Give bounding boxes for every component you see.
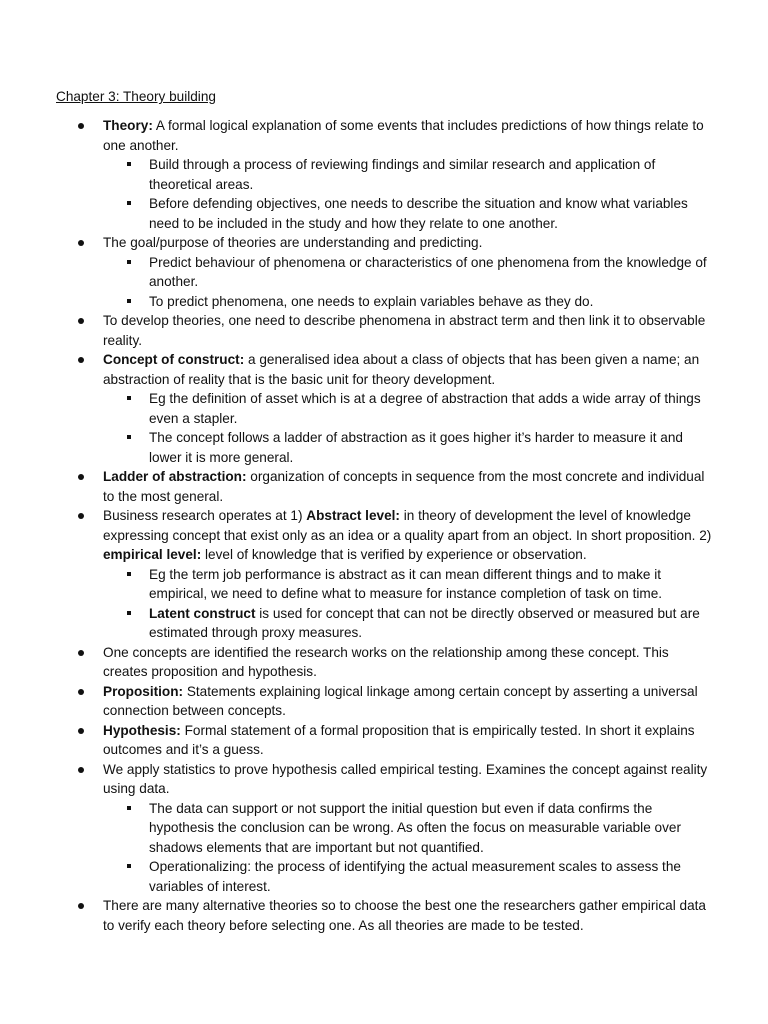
- item-text: [103, 350, 715, 389]
- theory-notes-list: [0, 116, 768, 935]
- bullet-icon: [78, 357, 84, 363]
- list-item-proposition: [0, 682, 768, 721]
- bullet-icon: [78, 240, 84, 246]
- square-bullet-icon: [127, 260, 131, 264]
- item-text-part: level of knowledge that is verified by experience or observation.: [201, 547, 587, 562]
- list-item-empirical-testing: [0, 760, 768, 897]
- sub-item: [0, 799, 768, 858]
- square-bullet-icon: [127, 162, 131, 166]
- item-text: We apply statistics to prove hypothesis called empirical testing. Examines the concept against reality using data.: [103, 761, 708, 796]
- item-description: Statements explaining logical linkage among certain concept by asserting a universal connection between concepts.: [103, 683, 698, 718]
- square-bullet-icon: [127, 572, 131, 576]
- item-description: a generalised idea about a class of objects that has been given a name; an abstraction of reality that is the basic unit for theory development.: [103, 352, 700, 387]
- item-text: [103, 506, 715, 565]
- bullet-icon: [78, 650, 84, 656]
- item-text: The goal/purpose of theories are understanding and predicting.: [103, 235, 483, 250]
- list-item-business-research-levels: [0, 506, 768, 643]
- page-title: Chapter 3: Theory building: [56, 89, 216, 104]
- list-item-concept-of-construct: [0, 350, 768, 467]
- item-description: A formal logical explanation of some events that includes predictions of how things relate to one another.: [103, 118, 704, 153]
- square-bullet-icon: [127, 299, 131, 303]
- bullet-icon: [78, 474, 84, 480]
- item-text: To develop theories, one need to describe phenomena in abstract term and then link it to observable reality.: [103, 313, 706, 348]
- square-bullet-icon: [127, 396, 131, 400]
- item-text: [103, 467, 715, 506]
- item-term: Theory:: [103, 118, 153, 133]
- item-text: [103, 721, 715, 760]
- list-item-concept-relationships: [0, 643, 768, 682]
- sub-item-text: Before defending objectives, one needs to describe the situation and know what variables need to be included in the study and how they relate to one another.: [149, 196, 688, 231]
- square-bullet-icon: [127, 864, 131, 868]
- sub-item-text: To predict phenomena, one needs to explain variables behave as they do.: [149, 293, 594, 309]
- item-text-part: in theory of development the level of knowledge expressing concept that exist only as an idea or a quality apart from an object. In short proposition. 2): [103, 508, 712, 543]
- bullet-icon: [78, 903, 84, 909]
- sub-item: [0, 253, 768, 292]
- sub-item-text: Predict behaviour of phenomena or characteristics of one phenomena from the knowledge of another.: [149, 254, 707, 289]
- square-bullet-icon: [127, 201, 131, 205]
- item-term: Hypothesis:: [103, 722, 181, 738]
- item-term: Ladder of abstraction:: [103, 469, 247, 484]
- sub-item-description: is used for concept that can not be directly observed or measured but are estimated through proxy measures.: [149, 605, 700, 640]
- sub-list: [0, 253, 768, 312]
- list-item-alternative-theories: [0, 896, 768, 935]
- sub-item: [0, 292, 768, 312]
- sub-item-term: Latent construct: [149, 605, 256, 621]
- square-bullet-icon: [127, 611, 131, 615]
- item-text: [103, 682, 715, 721]
- sub-item-text: Build through a process of reviewing findings and similar research and application of theoretical areas.: [149, 157, 656, 192]
- item-description: organization of concepts in sequence from the most concrete and individual to the most general.: [103, 469, 705, 504]
- square-bullet-icon: [127, 806, 131, 810]
- item-text: [103, 116, 715, 155]
- list-item-develop-theories: [0, 311, 768, 350]
- item-text-part: Business research operates at 1): [103, 508, 307, 523]
- sub-list: [0, 155, 768, 233]
- bullet-icon: [78, 318, 84, 324]
- item-text: One concepts are identified the research works on the relationship among these concept. This creates proposition and hypothesis.: [103, 644, 669, 679]
- bullet-icon: [78, 689, 84, 695]
- sub-item: [0, 428, 768, 467]
- sub-item: [0, 155, 768, 194]
- sub-item: [0, 857, 768, 896]
- sub-list: [0, 565, 768, 643]
- sub-item-text: The data can support or not support the initial question but even if data confirms the hypothesis the conclusion can be wrong. As often the focus on measurable variable over shadows elements that are important but not quantified.: [149, 800, 681, 855]
- bullet-icon: [78, 767, 84, 773]
- sub-item: [0, 604, 768, 643]
- item-term: Proposition:: [103, 683, 184, 699]
- item-description: Formal statement of a formal proposition that is empirically tested. In short it explains outcomes and it’s a guess.: [103, 722, 695, 757]
- item-term-abstract-level: Abstract level:: [306, 508, 400, 523]
- item-term: Concept of construct:: [103, 352, 245, 367]
- list-item-theory: [0, 116, 768, 233]
- sub-item-text: Eg the term job performance is abstract as it can mean different things and to make it empirical, we need to define what to measure for instance completion of task on time.: [149, 566, 663, 601]
- sub-item-text: Operationalizing: the process of identifying the actual measurement scales to assess the variables of interest.: [149, 859, 681, 894]
- list-item-goal: [0, 233, 768, 311]
- sub-item-text: [149, 604, 715, 643]
- sub-item-text: Eg the definition of asset which is at a degree of abstraction that adds a wide array of things even a stapler.: [149, 391, 701, 426]
- bullet-icon: [78, 123, 84, 129]
- sub-item-text: The concept follows a ladder of abstraction as it goes higher it’s harder to measure it and lower it is more general.: [149, 430, 683, 465]
- bullet-icon: [78, 513, 84, 519]
- sub-item: [0, 565, 768, 604]
- item-term-empirical-level: empirical level:: [103, 547, 202, 562]
- item-text: There are many alternative theories so to choose the best one the researchers gather empirical data to verify each theory before selecting one. As all theories are made to be tested.: [103, 898, 706, 933]
- bullet-icon: [78, 728, 84, 734]
- sub-item: [0, 194, 768, 233]
- sub-item: [0, 389, 768, 428]
- sub-list: [0, 799, 768, 897]
- list-item-ladder-of-abstraction: [0, 467, 768, 506]
- list-item-hypothesis: [0, 721, 768, 760]
- sub-list: [0, 389, 768, 467]
- square-bullet-icon: [127, 435, 131, 439]
